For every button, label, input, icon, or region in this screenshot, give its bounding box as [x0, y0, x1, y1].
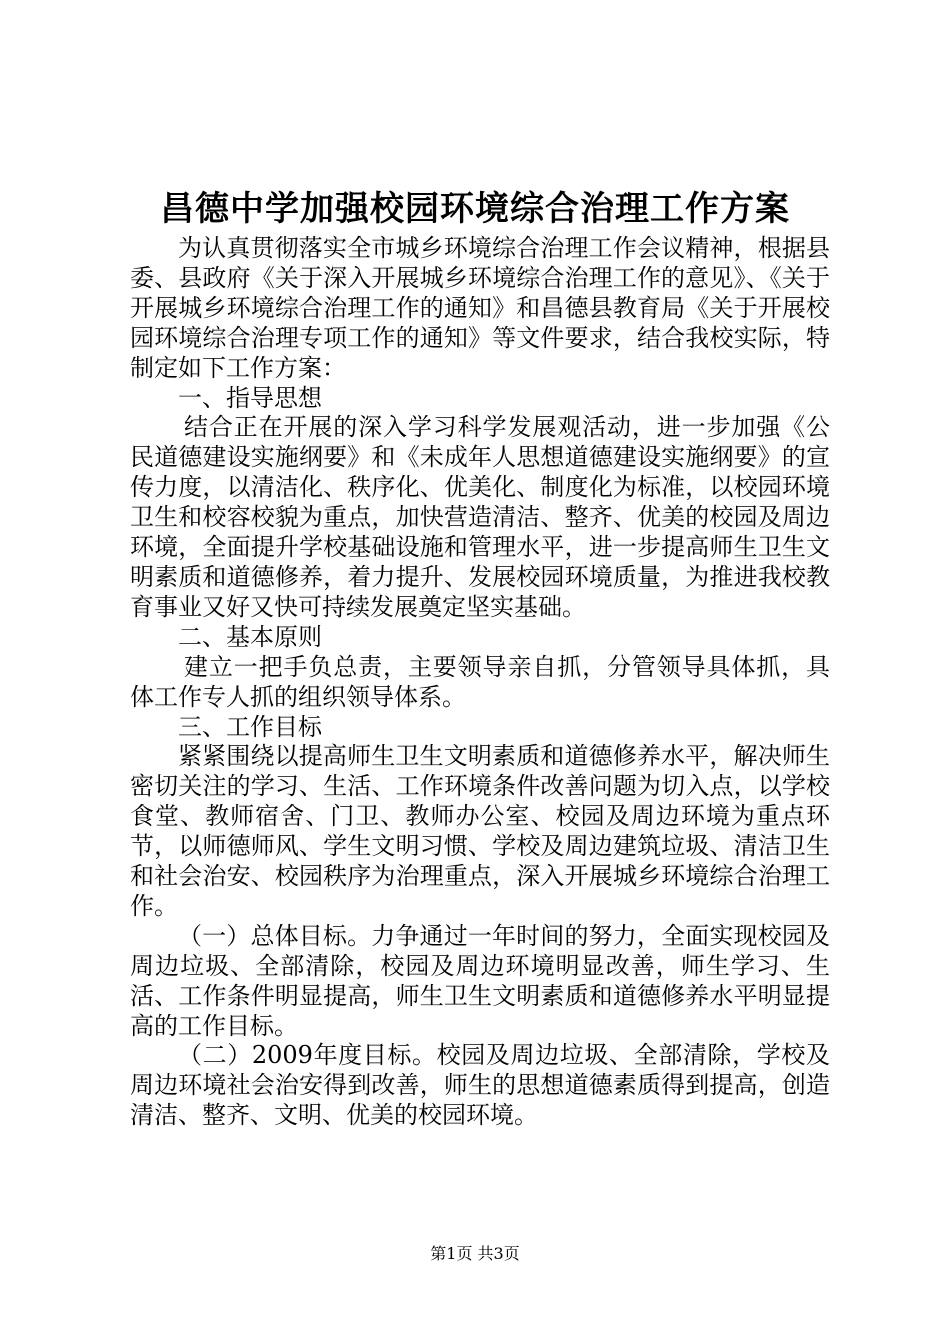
section-heading-basic-principles: 二、基本原则 — [178, 622, 322, 651]
paragraph-work-goals: 紧紧围绕以提高师生卫生文明素质和道德修养水平，解决师生密切关注的学习、生活、工作环境条件改善问题为切入点，以学校食堂、教师宿舍、门卫、教师办公室、校园及周边环境为重点环节，以师德师风、学生文明习惯、学校及周边建筑垃圾、清洁卫生和社会治安、校园秩序为治理重点，深入开展城乡环境综合治理工作。 — [130, 742, 830, 920]
page-number: 第1页 共3页 — [430, 1244, 520, 1263]
paragraph-guiding-ideology: 结合正在开展的深入学习科学发展观活动，进一步加强《公民道德建设实施纲要》和《未成年人思想道德建设实施纲要》的宣传力度，以清洁化、秩序化、优美化、制度化为标准，以校园环境卫生和校容校貌为重点，加快营造清洁、整齐、优美的校园及周边环境，全面提升学校基础设施和管理水平，进一步提高师生卫生文明素质和道德修养，着力提升、发展校园环境质量，为推进我校教育事业又好又快可持续发展奠定坚实基础。 — [130, 413, 830, 621]
section-heading-work-goals: 三、工作目标 — [178, 712, 322, 741]
paragraph-intro: 为认真贯彻落实全市城乡环境综合治理工作会议精神，根据县委、县政府《关于深入开展城乡环境综合治理工作的意见》、《关于开展城乡环境综合治理工作的通知》和昌德县教育局《关于开展校园环境综合治理专项工作的通知》等文件要求，结合我校实际，特制定如下工作方案： — [130, 234, 830, 382]
paragraph-annual-goal: （二）2009年度目标。校园及周边垃圾、全部清除，学校及周边环境社会治安得到改善，师生的思想道德素质得到提高，创造清洁、整齐、文明、优美的校园环境。 — [130, 1041, 830, 1130]
section-heading-guiding-ideology: 一、指导思想 — [178, 383, 322, 412]
document-body — [130, 234, 830, 1131]
paragraph-overall-goal: （一）总体目标。力争通过一年时间的努力，全面实现校园及周边垃圾、全部清除，校园及周边环境明显改善，师生学习、生活、工作条件明显提高，师生卫生文明素质和道德修养水平明显提高的工作目标。 — [130, 921, 830, 1040]
document-title: 昌德中学加强校园环境综合治理工作方案 — [160, 189, 790, 229]
paragraph-basic-principles: 建立一把手负总责，主要领导亲自抓，分管领导具体抓，具体工作专人抓的组织领导体系。 — [130, 652, 830, 711]
